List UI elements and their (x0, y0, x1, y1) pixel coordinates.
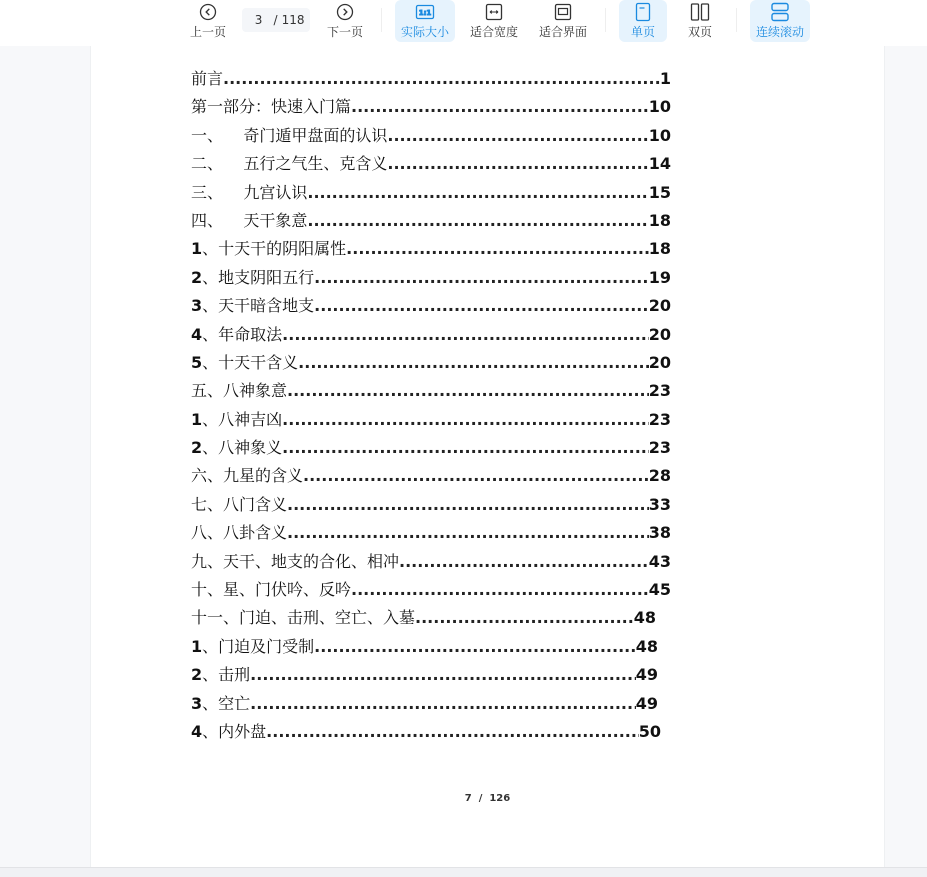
fit-width-icon (485, 1, 503, 23)
document-viewer[interactable] (0, 46, 927, 867)
toolbar-divider (736, 8, 737, 32)
fit-width-label: 适合宽度 (469, 25, 518, 39)
double-page-label: 双页 (687, 25, 712, 39)
actual-size-label: 实际大小 (400, 25, 449, 39)
fit-page-icon (554, 1, 572, 23)
toc-entry[interactable]: 八、八卦含义 ..... 38 (191, 520, 671, 548)
continuous-scroll-button[interactable] (750, 0, 810, 42)
toc-entry[interactable]: 1 、十天干的阴阳属性 ..... 18 (191, 236, 671, 264)
toolbar-divider (381, 8, 382, 32)
single-page-label: 单页 (630, 25, 655, 39)
continuous-scroll-icon (770, 1, 790, 23)
toc-entry[interactable]: 5 、十天干含义 ..... 20 (191, 350, 671, 378)
toc-entry[interactable]: 一、 奇门遁甲盘面的认识 ..... 10 (191, 123, 671, 151)
continuous-scroll-label: 连续滚动 (755, 25, 804, 39)
page-number-box (242, 8, 310, 32)
toc-entry[interactable]: 九、天干、地支的合化、相冲 ..... 43 (191, 549, 671, 577)
double-page-icon (690, 1, 710, 23)
toc-entry[interactable]: 二、 五行之气生、克含义 ..... 14 (191, 151, 671, 179)
page-footer-number: 7 / 126 (464, 793, 511, 804)
toc-entry[interactable]: 3 、空亡 ..... 49 (191, 691, 658, 719)
toc-entry[interactable]: 1 、门迫及门受制 ..... 48 (191, 634, 658, 662)
double-page-button[interactable] (677, 0, 723, 42)
toc-entry[interactable]: 六、九星的含义 ..... 28 (191, 463, 671, 491)
chevron-left-circle-icon (199, 1, 217, 23)
actual-size-button[interactable] (395, 0, 455, 42)
fit-width-button[interactable] (466, 0, 522, 42)
toc-entry[interactable]: 2 、八神象义 ..... 23 (191, 435, 671, 463)
toc-entry[interactable]: 七、八门含义 ..... 33 (191, 492, 671, 520)
next-page-button[interactable] (325, 0, 365, 42)
current-page-input[interactable] (248, 13, 270, 27)
svg-text:1:1: 1:1 (418, 9, 432, 17)
fit-page-button[interactable] (535, 0, 591, 42)
actual-size-icon (415, 1, 435, 23)
fit-page-label: 适合界面 (538, 25, 587, 39)
toc-entry[interactable]: 4 、内外盘 ..... 50 (191, 719, 661, 747)
toc-entry[interactable]: 四、 天干象意 ..... 18 (191, 208, 671, 236)
toc-entry[interactable]: 第一部分：快速入门篇 ..... 10 (191, 94, 671, 122)
toc-entry[interactable]: 2 、地支阴阳五行 ..... 19 (191, 265, 671, 293)
viewer-toolbar (0, 0, 927, 46)
toc-entry[interactable]: 十、星、门伏吟、反吟 ..... 45 (191, 577, 671, 605)
document-page (90, 46, 885, 867)
chevron-right-circle-icon (336, 1, 354, 23)
toc-entry[interactable]: 三、 九宫认识 ..... 15 (191, 180, 671, 208)
single-page-icon (635, 1, 651, 23)
page-separator: / (273, 13, 278, 27)
prev-page-button[interactable] (188, 0, 228, 42)
toc-entry[interactable]: 五、八神象意 ..... 23 (191, 378, 671, 406)
single-page-button[interactable] (619, 0, 667, 42)
toc-entry[interactable]: 4 、年命取法 ..... 20 (191, 322, 671, 350)
toc-entry[interactable]: 2 、击刑 ..... 49 (191, 662, 658, 690)
table-of-contents (191, 66, 671, 747)
toc-entry[interactable]: 3 、天干暗含地支 ..... 20 (191, 293, 671, 321)
next-page-label: 下一页 (326, 25, 363, 39)
total-pages: 118 (281, 13, 305, 27)
prev-page-label: 上一页 (189, 25, 226, 39)
toc-entry[interactable]: 1 、八神吉凶 ..... 23 (191, 407, 671, 435)
toc-entry[interactable]: 十一、门迫、击刑、空亡、入墓 ..... 48 (191, 605, 656, 633)
toolbar-divider (605, 8, 606, 32)
toc-entry[interactable]: 前言 ..... 1 (191, 66, 671, 94)
